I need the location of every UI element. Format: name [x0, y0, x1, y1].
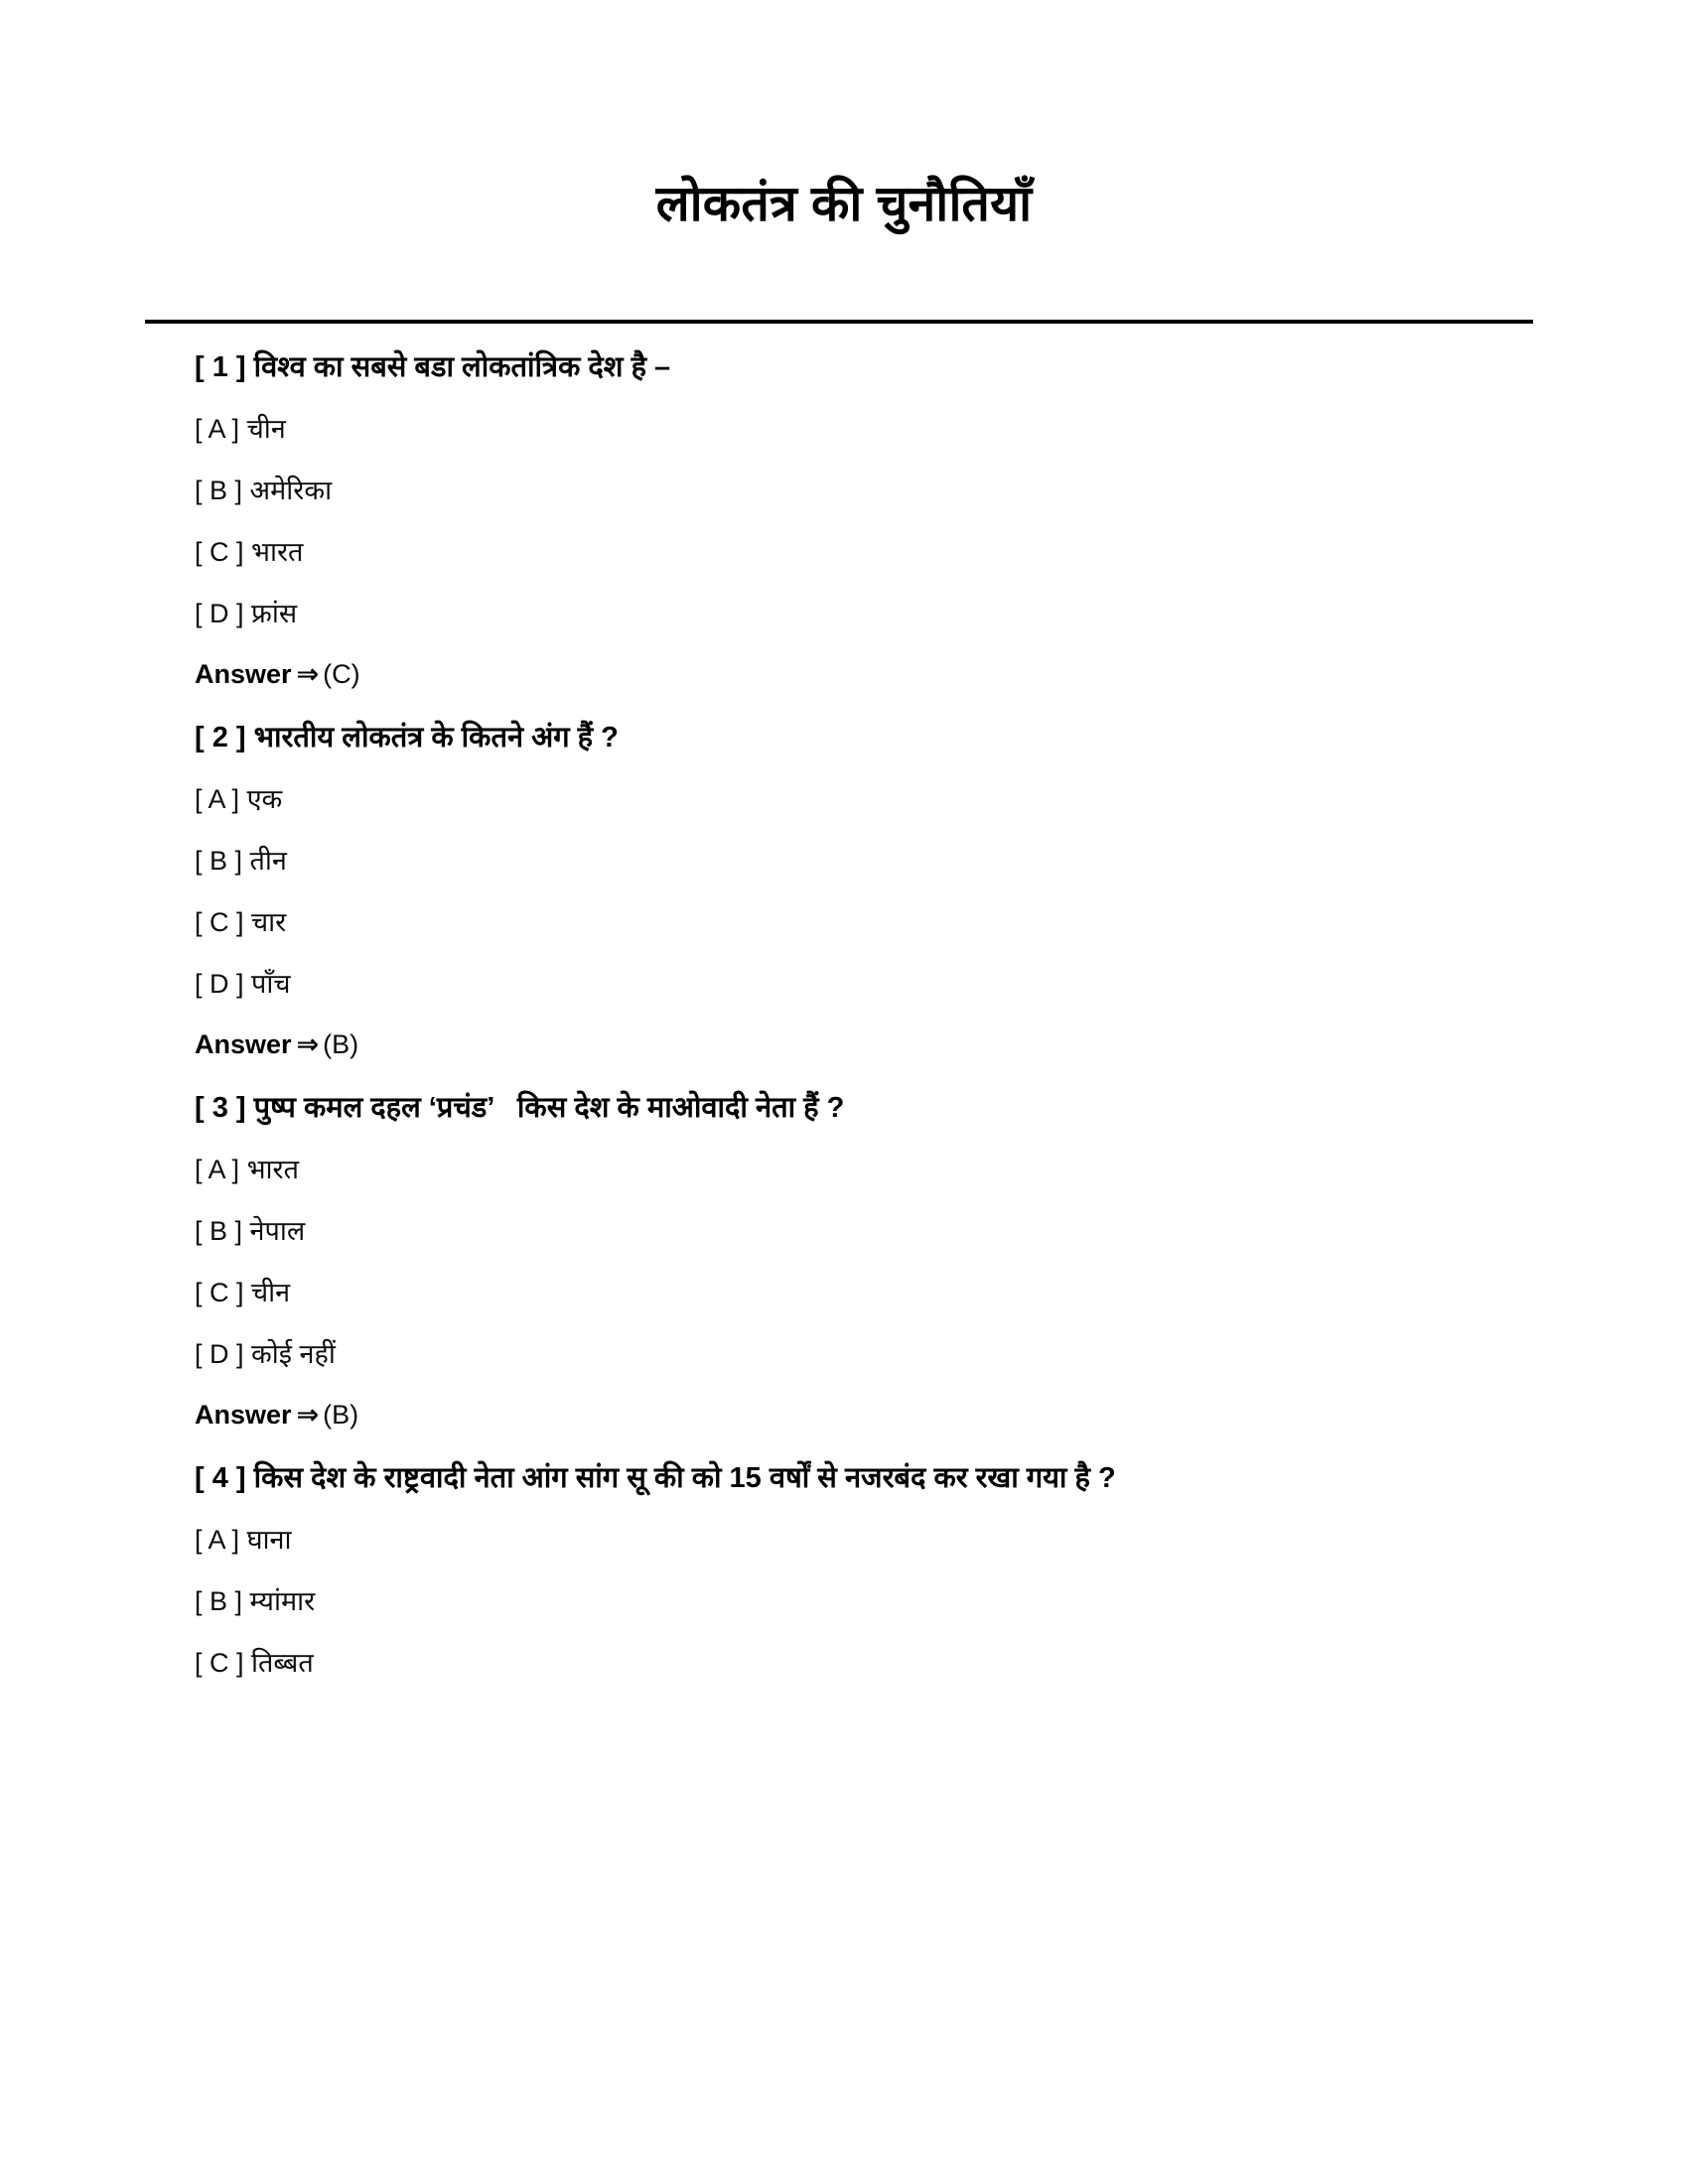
option-label: पाँच: [251, 968, 291, 999]
option-row[interactable]: [195, 399, 1543, 461]
option-label: चार: [251, 906, 287, 937]
option-row[interactable]: [195, 769, 1543, 831]
page-title: लोकतंत्र की चुनौतियाँ: [655, 176, 1033, 231]
option-tag: [ D ]: [195, 598, 244, 628]
answer-value: (B): [323, 1400, 359, 1431]
option-tag: [ A ]: [195, 1155, 240, 1185]
option-row[interactable]: [195, 954, 1543, 1016]
option-tag: [ A ]: [195, 784, 240, 815]
option-label: घाना: [246, 1525, 292, 1556]
question-block: [195, 1446, 1543, 1695]
question-list: [0, 336, 1688, 1695]
question-block: [195, 1076, 1543, 1446]
option-label: अमेरिका: [249, 476, 333, 505]
option-label: कोई नहीं: [251, 1338, 336, 1369]
option-row[interactable]: [195, 1633, 1543, 1695]
question-text: [ 1 ] विश्व का सबसे बडा लोकतांत्रिक देश है –: [195, 351, 671, 383]
option-row[interactable]: [195, 1510, 1543, 1571]
option-label: फ्रांस: [251, 598, 298, 628]
option-tag: [ B ]: [195, 1586, 243, 1616]
option-row[interactable]: [195, 892, 1543, 954]
question-text: [ 3 ] पुष्प कमल दहल ‘प्रचंड’ किस देश के माओवादी नेता हैं ?: [195, 1092, 845, 1124]
answer-value: (C): [323, 659, 360, 690]
option-row[interactable]: [195, 1140, 1543, 1201]
option-tag: [ C ]: [195, 1277, 244, 1307]
answer-row: [195, 1015, 1543, 1076]
question-text: [ 2 ] भारतीय लोकतंत्र के कितने अंग हैं ?: [195, 722, 619, 753]
option-label: चीन: [246, 414, 286, 445]
option-tag: [ C ]: [195, 1647, 244, 1678]
answer-label: Answer: [195, 1029, 292, 1060]
option-label: भारत: [246, 1155, 299, 1185]
option-row[interactable]: [195, 1324, 1543, 1386]
option-row[interactable]: [195, 1201, 1543, 1263]
answer-arrow-icon: ⇒: [296, 1029, 320, 1060]
option-tag: [ B ]: [195, 846, 243, 876]
answer-label: Answer: [195, 659, 292, 690]
option-label: म्यांमार: [249, 1586, 316, 1616]
option-label: भारत: [251, 536, 304, 567]
answer-arrow-icon: ⇒: [296, 659, 320, 690]
answer-row: [195, 644, 1543, 706]
option-tag: [ A ]: [195, 414, 240, 445]
answer-row: [195, 1385, 1543, 1446]
question-block: [195, 706, 1543, 1076]
question-text: [ 4 ] किस देश के राष्ट्रवादी नेता आंग सांग सू की को 15 वर्षों से नजरबंद कर रखा गया है ?: [195, 1462, 1116, 1494]
title-divider: [145, 320, 1533, 324]
option-label: चीन: [251, 1277, 291, 1307]
option-tag: [ B ]: [195, 476, 243, 505]
option-tag: [ B ]: [195, 1216, 243, 1246]
option-label: नेपाल: [249, 1216, 306, 1246]
option-label: तीन: [249, 846, 287, 876]
option-row[interactable]: [195, 584, 1543, 645]
answer-label: Answer: [195, 1400, 292, 1431]
option-row[interactable]: [195, 1263, 1543, 1324]
option-tag: [ D ]: [195, 1338, 244, 1369]
answer-arrow-icon: ⇒: [296, 1400, 320, 1431]
option-row[interactable]: [195, 831, 1543, 892]
option-label: एक: [246, 784, 283, 815]
option-tag: [ C ]: [195, 906, 244, 937]
option-tag: [ A ]: [195, 1525, 240, 1556]
answer-value: (B): [323, 1029, 359, 1060]
option-tag: [ D ]: [195, 968, 244, 999]
question-block: [195, 336, 1543, 706]
option-row[interactable]: [195, 522, 1543, 584]
option-tag: [ C ]: [195, 536, 244, 567]
option-row[interactable]: [195, 461, 1543, 522]
option-row[interactable]: [195, 1571, 1543, 1633]
option-label: तिब्बत: [251, 1647, 314, 1678]
